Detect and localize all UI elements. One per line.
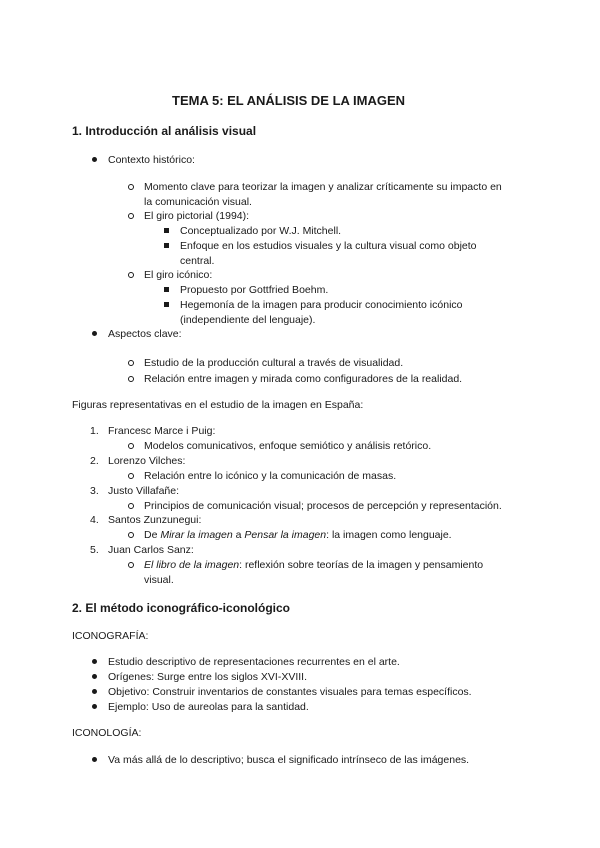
list-item: Estudio descriptivo de representaciones recurrentes en el arte. [108, 656, 400, 668]
list-item-contexto: Contexto histórico: [108, 154, 195, 166]
person-name: Justo Villafañe: [108, 485, 180, 497]
list-item-hegemonia-line2: (independiente del lenguaje). [180, 314, 316, 326]
bullet-icon [92, 331, 97, 336]
paragraph-figuras: Figuras representativas en el estudio de la imagen en España: [72, 399, 364, 411]
list-item-giro-iconico: El giro icónico: [144, 269, 213, 281]
document-title: TEMA 5: EL ANÁLISIS DE LA IMAGEN [172, 93, 406, 108]
list-item-giro-pictorial: El giro pictorial (1994): [144, 210, 250, 222]
list-number: 5. [90, 544, 99, 556]
list-item-momento-line1: Momento clave para teorizar la imagen y analizar críticamente su impacto en [144, 181, 502, 193]
person-desc-sanz [144, 558, 483, 572]
person-name: Francesc Marce i Puig: [108, 425, 216, 437]
list-number: 3. [90, 485, 99, 497]
text-de: De [144, 529, 161, 541]
bullet-icon [92, 674, 97, 679]
text-rest: : la imagen como lenguaje. [326, 529, 452, 541]
bullet-icon [92, 757, 97, 762]
bullet-circle-icon [128, 443, 134, 449]
bullet-icon [92, 689, 97, 694]
bullet-circle-icon [128, 473, 134, 479]
bullet-circle-icon [128, 532, 134, 538]
list-item-hegemonia-line1: Hegemonía de la imagen para producir conocimiento icónico [180, 299, 463, 311]
label-iconografia: ICONOGRAFÍA: [72, 630, 149, 642]
text-a: a [232, 529, 245, 541]
person-desc-zunzunegui [144, 528, 452, 542]
list-item: Ejemplo: Uso de aureolas para la santidad. [108, 701, 309, 713]
bullet-square-icon [164, 287, 169, 292]
list-number: 1. [90, 425, 99, 437]
bullet-circle-icon [128, 503, 134, 509]
bullet-square-icon [164, 302, 169, 307]
list-item-relacion: Relación entre imagen y mirada como configuradores de la realidad. [144, 373, 463, 385]
person-name: Lorenzo Vilches: [108, 455, 186, 467]
bullet-icon [92, 659, 97, 664]
book-title-mirar: Mirar la imagen [160, 529, 233, 541]
list-item: Orígenes: Surge entre los siglos XVI-XVIII. [108, 671, 308, 683]
book-title-libro: El libro de la imagen [144, 559, 240, 571]
person-desc-sanz-line2: visual. [144, 574, 174, 586]
label-iconologia: ICONOLOGÍA: [72, 727, 142, 739]
person-desc: Relación entre lo icónico y la comunicación de masas. [144, 470, 397, 482]
list-item-mitchell: Conceptualizado por W.J. Mitchell. [180, 225, 342, 237]
section-2-heading: 2. El método iconográfico-iconológico [72, 601, 291, 615]
person-name: Juan Carlos Sanz: [108, 544, 194, 556]
list-item-boehm: Propuesto por Gottfried Boehm. [180, 284, 329, 296]
list-item-aspectos: Aspectos clave: [108, 328, 182, 340]
bullet-square-icon [164, 243, 169, 248]
bullet-square-icon [164, 228, 169, 233]
bullet-circle-icon [128, 360, 134, 366]
person-desc: Principios de comunicación visual; procesos de percepción y representación. [144, 500, 502, 512]
book-title-pensar: Pensar la imagen [244, 529, 327, 541]
bullet-circle-icon [128, 184, 134, 190]
list-item: Objetivo: Construir inventarios de constantes visuales para temas específicos. [108, 686, 472, 698]
list-item-enfoque-line2: central. [180, 255, 215, 267]
bullet-circle-icon [128, 562, 134, 568]
bullet-circle-icon [128, 213, 134, 219]
bullet-icon [92, 157, 97, 162]
bullet-icon [92, 704, 97, 709]
list-number: 2. [90, 455, 99, 467]
person-name: Santos Zunzunegui: [108, 514, 202, 526]
list-item: Va más allá de lo descriptivo; busca el significado intrínseco de las imágenes. [108, 754, 470, 766]
bullet-circle-icon [128, 376, 134, 382]
list-item-momento-line2: la comunicación visual. [144, 196, 252, 208]
list-item-enfoque-line1: Enfoque en los estudios visuales y la cultura visual como objeto [180, 240, 477, 252]
section-1-heading: 1. Introducción al análisis visual [72, 124, 257, 138]
bullet-circle-icon [128, 272, 134, 278]
text-rest: : reflexión sobre teorías de la imagen y pensamiento [239, 559, 484, 571]
list-number: 4. [90, 514, 99, 526]
person-desc: Modelos comunicativos, enfoque semiótico y análisis retórico. [144, 440, 432, 452]
list-item-estudio: Estudio de la producción cultural a través de visualidad. [144, 357, 404, 369]
